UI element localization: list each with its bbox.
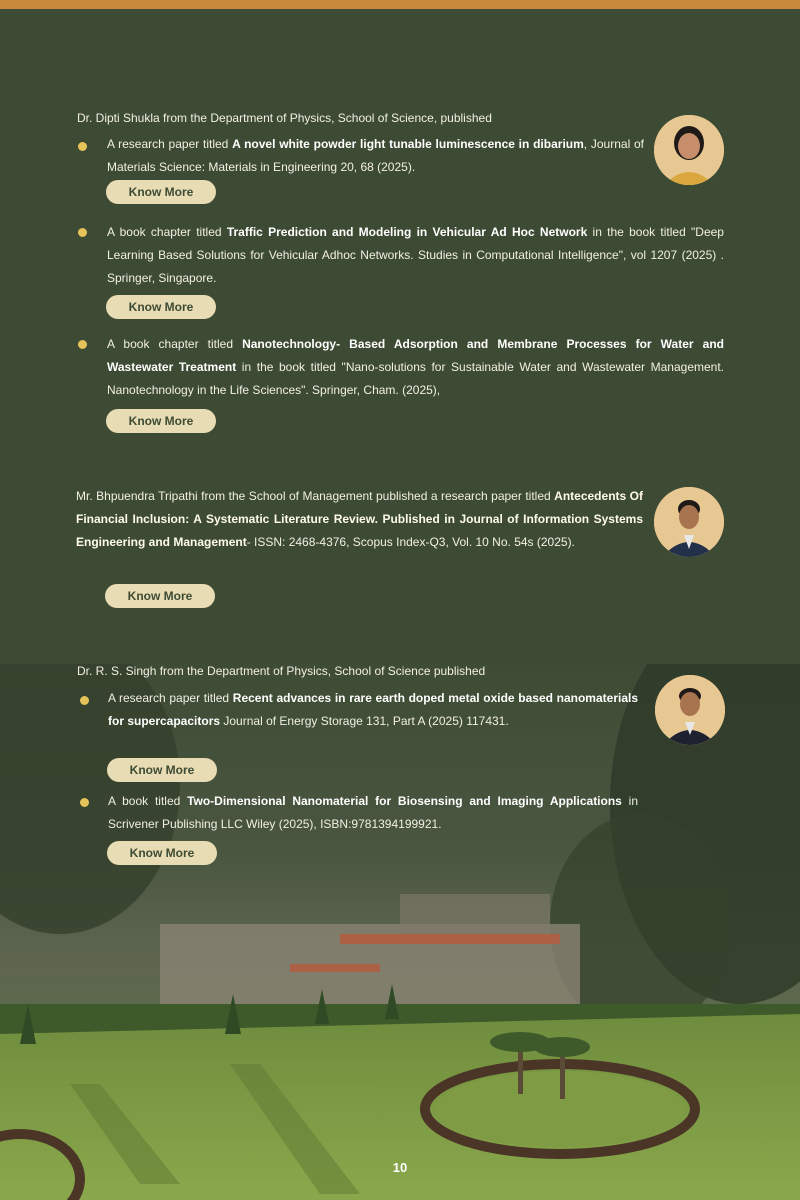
campus-background-image [0,664,800,1200]
item-title: Antecedents Of Financial Inclusion: A Systematic Literature Review. Published in Journal of Information Systems Engineering and Management [76,489,643,549]
bullet-icon [78,228,87,237]
publication-item [108,687,638,733]
item-prefix: A book titled [108,794,188,808]
know-more-button[interactable]: Know More [105,584,215,608]
item-suffix: Journal of Energy Storage 131, Part A (2025) 117431. [220,714,509,728]
know-more-button[interactable]: Know More [106,409,216,433]
avatar-bhpuendra-tripathi [654,487,724,557]
top-accent-bar [0,0,800,9]
item-prefix: A research paper titled [107,137,233,151]
avatar-rs-singh [655,675,725,745]
item-suffix: , Journal of Materials Science: Materials in Engineering 20, 68 (2025). [107,137,644,174]
publication-item [108,790,638,836]
page-number: 10 [392,1160,408,1175]
item-prefix: Mr. Bhpuendra Tripathi from the School of Management published a research paper titled [76,489,555,503]
know-more-button[interactable]: Know More [107,758,217,782]
section-text [76,485,643,554]
avatar-dipti-shukla [654,115,724,185]
item-suffix: in Scrivener Publishing LLC Wiley (2025), ISBN:9781394199921. [108,794,638,831]
item-title: Recent advances in rare earth doped metal oxide based nanomaterials for supercapacitors [108,691,638,728]
item-title: Two-Dimensional Nanomaterial for Biosensing and Imaging Applications [187,794,622,808]
publication-item [107,221,724,290]
section-intro: Dr. R. S. Singh from the Department of Physics, School of Science published [77,664,486,678]
know-more-button[interactable]: Know More [107,841,217,865]
item-prefix: A book chapter titled [107,337,243,351]
item-title: Nanotechnology- Based Adsorption and Membrane Processes for Water and Wastewater Treatment [107,337,724,374]
publication-item [107,133,644,179]
item-suffix: - ISSN: 2468-4376, Scopus Index-Q3, Vol. 10 No. 54s (2025). [246,535,575,549]
item-prefix: A book chapter titled [107,225,227,239]
section-intro: Dr. Dipti Shukla from the Department of Physics, School of Science, published [77,111,492,125]
bullet-icon [80,696,89,705]
know-more-button[interactable]: Know More [106,295,216,319]
bullet-icon [78,142,87,151]
item-suffix: in the book titled "Nano-solutions for Sustainable Water and Wastewater Management. Nanotechnology in the Life Sciences". Springer, Cham. (2025), [107,360,725,397]
item-suffix: in the book titled "Deep Learning Based Solutions for Vehicular Adhoc Networks. Studies in Computational Intelligence", vol 1207 (2025) . Springer, Singapore. [107,225,724,285]
publication-item [107,333,724,402]
bullet-icon [80,798,89,807]
item-prefix: A research paper titled [108,691,233,705]
know-more-button[interactable]: Know More [106,180,216,204]
bullet-icon [78,340,87,349]
item-title: Traffic Prediction and Modeling in Vehicular Ad Hoc Network [226,225,588,239]
item-title: A novel white powder light tunable luminescence in dibarium [232,137,584,151]
